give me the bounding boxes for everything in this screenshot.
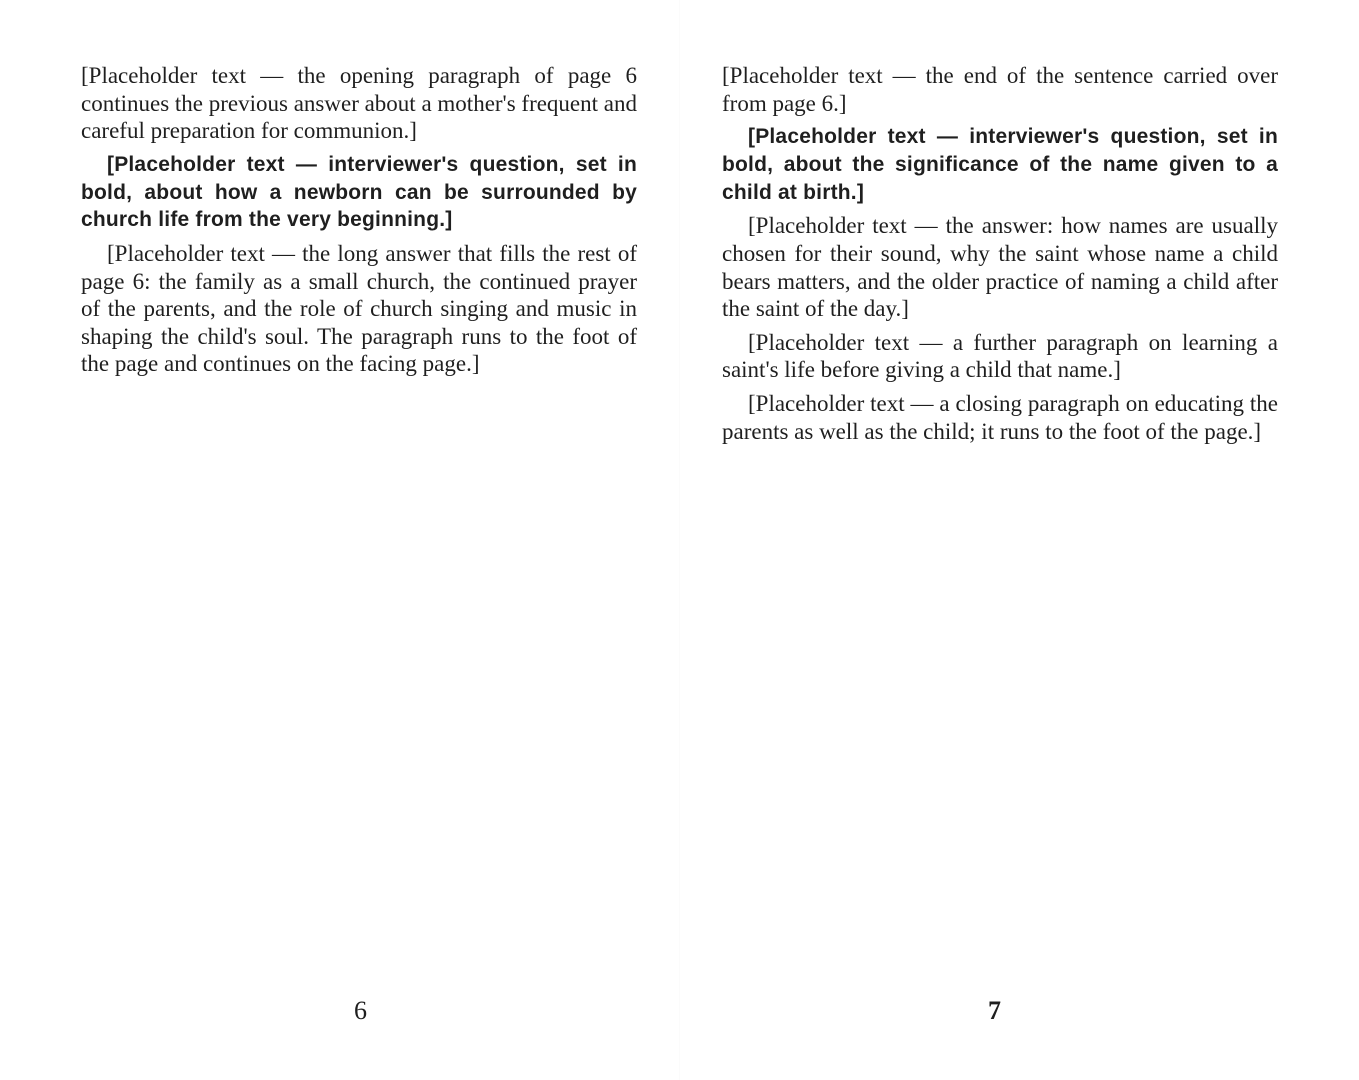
- left-question: [Placeholder text — interviewer's question, set in bold, about how a newborn can be surrounded by church life from the very beginning.]: [81, 152, 637, 232]
- right-continuation: [Placeholder text — the end of the sentence carried over from page 6.]: [722, 63, 1278, 116]
- right-paragraph-3: [Placeholder text — a closing paragraph on educating the parents as well as the child; it runs to the foot of the page.]: [722, 390, 1278, 444]
- right-page: [722, 62, 1278, 982]
- right-paragraph-2: [Placeholder text — a further paragraph on learning a saint's life before giving a child that name.]: [722, 329, 1278, 383]
- page-number-right: 7: [988, 996, 1001, 1025]
- right-paragraph-answer: [Placeholder text — the answer: how names are usually chosen for their sound, why the saint whose name a child bears matters, and the older practice of naming a child after the saint of the day.]: [722, 213, 1278, 322]
- page-number-left: 6: [354, 996, 367, 1025]
- left-page: [81, 62, 637, 982]
- left-paragraph-answer: [Placeholder text — the long answer that fills the rest of page 6: the family as a small church, the continued prayer of the parents, and the role of church singing and music in shaping the child's soul. The paragraph runs to the foot of the page and continues on the facing page.]: [81, 240, 637, 377]
- right-question: [Placeholder text — interviewer's question, set in bold, about the significance of the name given to a child at birth.]: [722, 125, 1278, 204]
- page-gutter: [679, 0, 680, 1080]
- left-paragraph-1: [Placeholder text — the opening paragraph of page 6 continues the previous answer about a mother's frequent and careful preparation for communion.]: [81, 63, 637, 144]
